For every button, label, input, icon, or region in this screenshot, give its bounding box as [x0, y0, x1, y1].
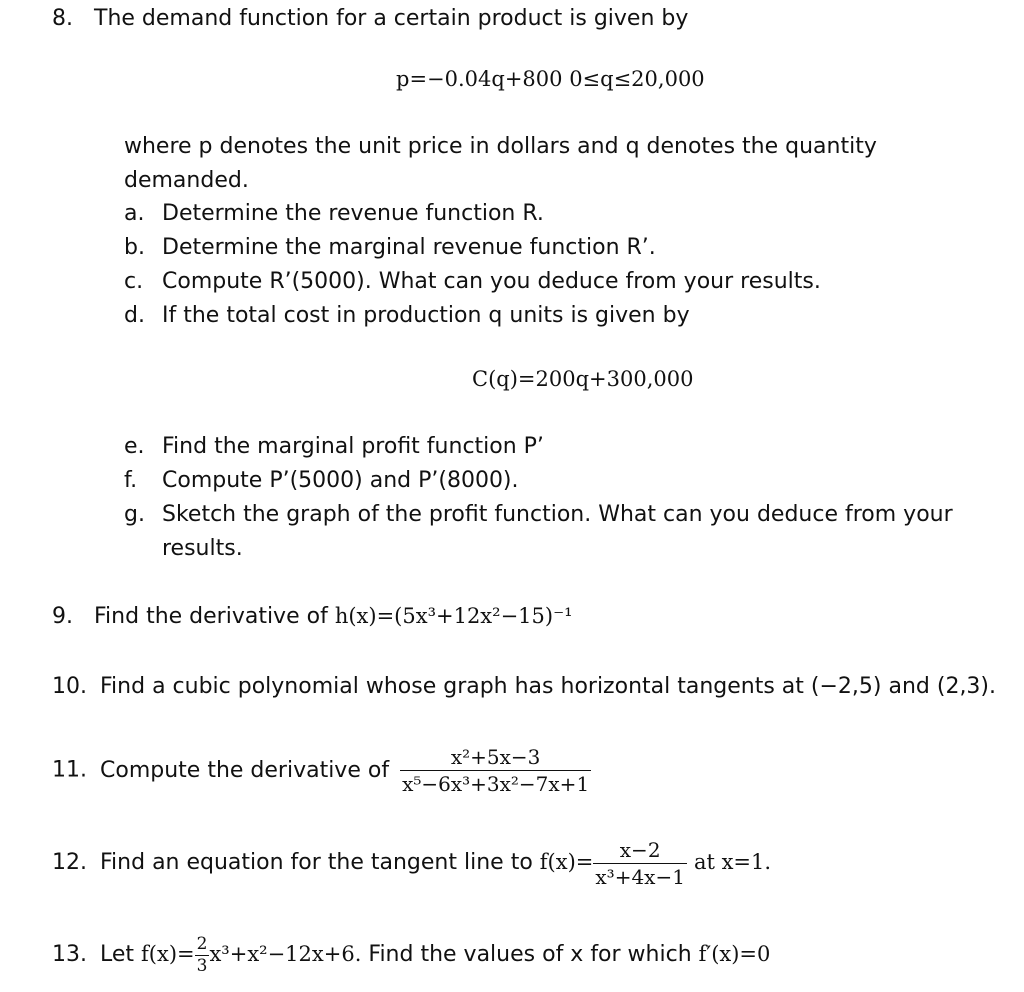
q13-text-1: Let [100, 942, 135, 967]
q12-fraction [593, 839, 687, 888]
q8-part-g-label: g. [124, 502, 145, 527]
q8-number: 8. [52, 6, 73, 31]
q11-denominator: x⁵−6x³+3x²−7x+1 [402, 772, 590, 796]
q12-number: 12. [52, 850, 87, 875]
q11-fraction [400, 746, 591, 795]
q8-cost-equation: C(q)=200q+300,000 [472, 367, 694, 391]
q8-part-c-label: c. [124, 269, 144, 294]
q8-heading [52, 4, 688, 34]
q8-part-a-text: Determine the revenue function R. [162, 201, 544, 226]
q8-part-d-label: d. [124, 303, 145, 328]
q8-part-d-text: If the total cost in production q units is given by [162, 303, 690, 328]
q12-suffix: at x=1. [693, 850, 772, 874]
q12 [52, 838, 771, 888]
q8-part-g-text-2: results. [162, 536, 243, 561]
q11-number: 11. [52, 757, 87, 783]
q8-part-a-label: a. [124, 201, 145, 226]
q8-description-line2: demanded. [124, 168, 249, 193]
q9-number: 9. [52, 604, 73, 629]
q8-part-b-label: b. [124, 235, 145, 260]
q13-frac-numerator: 2 [196, 933, 208, 954]
q8-part-g-text-1: Sketch the graph of the profit function. What can you deduce from your [162, 502, 953, 527]
q8-part-f [124, 466, 519, 496]
q8-part-e-label: e. [124, 434, 145, 459]
q12-numerator: x−2 [593, 839, 687, 864]
q8-part-f-text: Compute P’(5000) and P’(8000). [162, 468, 519, 493]
q8-part-g [124, 500, 953, 530]
q8-part-a [124, 199, 544, 229]
q8-part-b-text: Determine the marginal revenue function R’. [162, 235, 656, 260]
q8-part-e [124, 432, 544, 462]
q8-part-c-text: Compute R’(5000). What can you deduce from your results. [162, 269, 821, 294]
q8-part-c [124, 267, 821, 297]
q10 [52, 672, 996, 702]
q10-number: 10. [52, 674, 87, 699]
q13 [52, 930, 770, 979]
q8-part-e-text: Find the marginal profit function P’ [162, 434, 544, 459]
q8-part-d [124, 301, 690, 331]
q13-frac-denominator: 3 [196, 955, 208, 976]
q13-rest: x³+x²−12x+6. [209, 942, 362, 966]
q12-denominator: x³+4x−1 [595, 864, 685, 889]
q11-numerator: x²+5x−3 [400, 746, 591, 771]
q8-part-f-label: f. [124, 468, 138, 493]
q13-number: 13. [52, 942, 87, 967]
q11 [52, 746, 591, 795]
q9-text: Find the derivative of [94, 604, 328, 629]
q13-lhs: f(x)= [141, 942, 195, 966]
q12-lhs: f(x)= [539, 850, 594, 874]
q12-text: Find an equation for the tangent line to [100, 850, 533, 875]
q13-text-2: Find the values of x for which [368, 942, 692, 967]
q10-text: Find a cubic polynomial whose graph has horizontal tangents at (−2,5) and (2,3). [100, 674, 997, 699]
q8-description-line1: where p denotes the unit price in dollars and q denotes the quantity [124, 134, 877, 159]
q13-fraction [195, 933, 210, 976]
q8-intro: The demand function for a certain product is given by [94, 6, 689, 31]
q9 [52, 601, 573, 632]
q13-condition: f′(x)=0 [698, 942, 771, 966]
q8-demand-equation: p=−0.04q+800 0≤q≤20,000 [396, 67, 705, 91]
q11-text: Compute the derivative of [100, 757, 390, 783]
q8-part-b [124, 233, 656, 263]
q9-expression: h(x)=(5x³+12x²−15)⁻¹ [334, 604, 573, 628]
